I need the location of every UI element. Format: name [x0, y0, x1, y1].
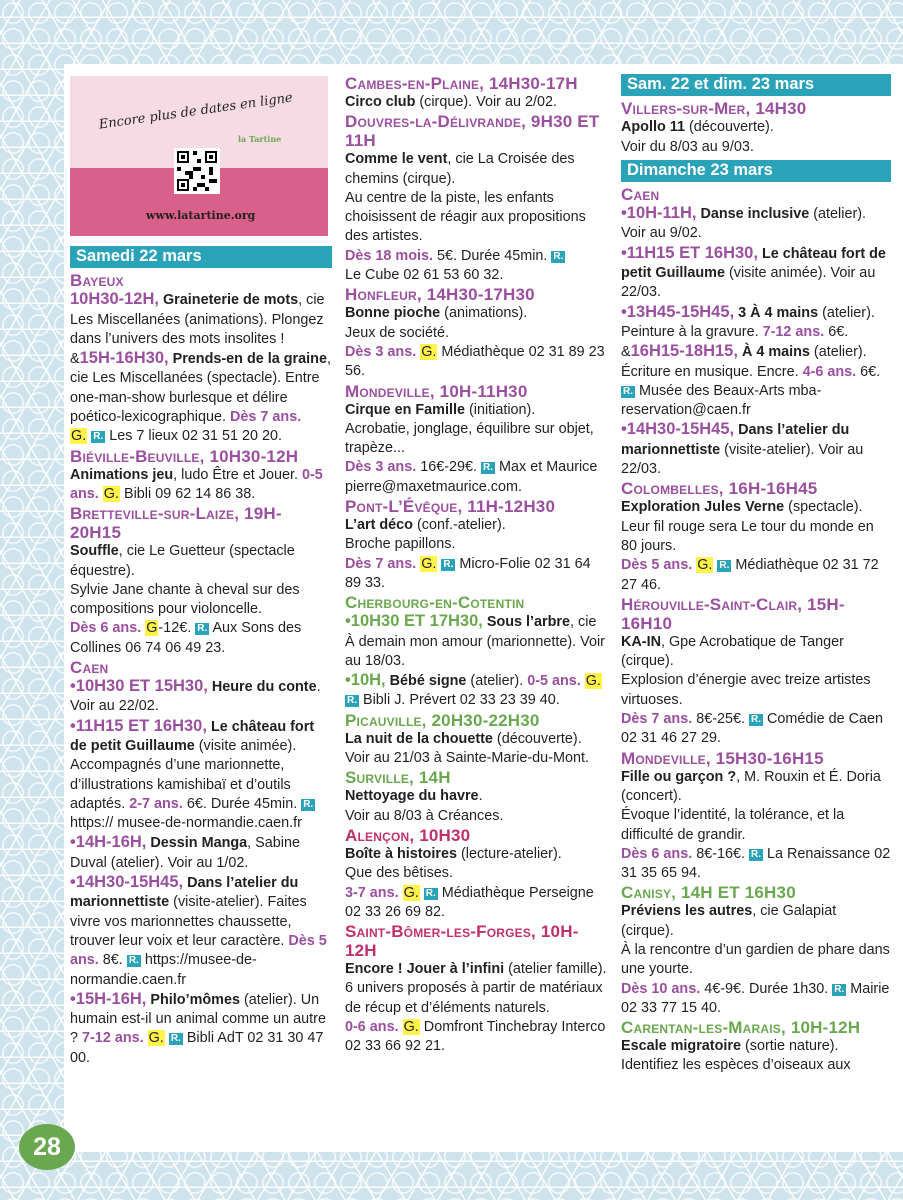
event-desc: Au centre de la piste, les enfants choisissent de réagir aux propositions des artistes. — [345, 189, 586, 245]
event-desc: (atelier). — [466, 673, 524, 690]
reservation-badge: R. — [834, 983, 845, 995]
price: -12€. — [158, 620, 192, 637]
event-title: Fille ou garçon ? — [621, 768, 737, 785]
event — [70, 349, 332, 446]
event — [70, 833, 332, 873]
event-time: •14H30-15H45, — [70, 873, 184, 892]
reservation-badge: R. — [197, 623, 208, 635]
listing-cambes — [345, 74, 607, 112]
event-time: •14H-16H, — [70, 833, 147, 852]
event-title: Cirque en Famille — [345, 401, 465, 418]
qr-code-icon[interactable] — [174, 148, 220, 194]
event — [621, 420, 891, 479]
event — [621, 633, 891, 749]
event-desc: (cirque). Voir au 2/02. — [415, 94, 557, 110]
age-range: Dès 3 ans. — [345, 343, 417, 360]
city-name: Hérouville-Saint-Clair, 15H-16H10 — [621, 594, 845, 633]
listing-caen — [70, 658, 332, 1068]
event-time: 10H30-12H, — [70, 290, 159, 309]
event-desc: (sortie nature). — [740, 1038, 839, 1055]
event-title: Dessin Manga — [150, 835, 248, 852]
age-range: 0-6 ans. — [345, 1018, 399, 1035]
listing-bretteville — [70, 504, 332, 658]
event-desc: (conf.-atelier). — [412, 517, 506, 534]
event-time: •10H30 ET 17H30, — [345, 612, 483, 631]
event-time: •10H, — [345, 671, 386, 690]
reservation-badge: R. — [170, 1033, 181, 1045]
price: 6€. Durée 45min. — [186, 795, 298, 812]
day-header: Samedi 22 mars — [70, 246, 332, 268]
event-desc: (atelier famille). — [504, 961, 607, 978]
reservation-badge: R. — [751, 848, 762, 860]
price: 8€. — [102, 952, 123, 969]
event-time: •14H30-15H45, — [621, 420, 735, 439]
event — [345, 401, 607, 497]
listing-canisy — [621, 883, 891, 1018]
event — [345, 304, 607, 381]
day-header: Dimanche 23 mars — [621, 160, 891, 182]
event-time: •11H15 ET 16H30, — [621, 243, 758, 262]
event-venue: Max et Maurice pierre@maxetmaurice.com. — [345, 459, 598, 495]
event — [621, 1037, 891, 1076]
free-badge: G. — [148, 1030, 164, 1047]
free-badge: G. — [71, 428, 87, 445]
city-name: Colombelles, 16H-16H45 — [621, 479, 818, 499]
promo-tagline: Encore plus de dates en ligne — [97, 90, 294, 133]
event-time: •10H30 ET 15H30, — [70, 677, 208, 696]
age-range: Dès 6 ans. — [621, 845, 693, 862]
event-desc: , cie À demain mon amour (marionnette). Voir au 18/03. — [345, 614, 605, 669]
listing-douvres — [345, 112, 607, 285]
event-desc: Broche papillons. — [345, 536, 456, 553]
age-range: 7-12 ans. — [762, 323, 825, 340]
listing-bayeux — [70, 271, 332, 446]
free-badge: G. — [585, 673, 601, 690]
event-title: KA-IN — [621, 633, 661, 650]
event-venue: Musée des Beaux-Arts mba-reservation@caen.fr — [621, 382, 822, 419]
brand-logo: la Tartine — [238, 134, 282, 144]
event-desc: Acrobatie, jonglage, équilibre sur objet, trapèze... — [345, 420, 594, 457]
event-desc: (atelier). Un humain est-il un animal comme un autre ? — [70, 991, 326, 1047]
event — [345, 150, 607, 285]
city-name: Alençon, 10H30 — [345, 825, 471, 845]
city-name: Pont-L’Évêque, 11H-12H30 — [345, 497, 556, 517]
reservation-badge: R. — [128, 955, 139, 967]
listing-colombelles — [621, 479, 891, 594]
event — [345, 612, 607, 671]
event — [621, 204, 891, 244]
city-name: Picauville, 20H30-22H30 — [345, 710, 540, 730]
reservation-badge: R. — [483, 462, 494, 474]
age-range: Dès 5 ans. — [70, 932, 327, 969]
event-desc: Voir au 8/03 à Créances. — [345, 807, 504, 824]
event-title: Exploration Jules Verne — [621, 499, 785, 516]
free-badge: G — [146, 620, 158, 637]
ampersand: & — [70, 351, 80, 368]
event-title: Boîte à histoires — [345, 845, 457, 862]
event-desc: Leur fil rouge sera Le tour du monde en 80 jours. — [621, 518, 874, 554]
event — [70, 873, 332, 990]
city-name: Caen — [621, 185, 660, 205]
city-name: Douvres-la-Délivrande, 9H30 ET 11H — [345, 112, 600, 151]
event-desc: À la rencontre d’un gardien de phare dans une yourte. — [621, 941, 890, 978]
event-title: Bébé signe — [389, 673, 467, 690]
city-name: Surville, 14H — [345, 768, 451, 788]
reservation-badge: R. — [719, 560, 730, 572]
event — [345, 730, 607, 769]
event-venue: Médiathèque 02 31 89 23 56. — [345, 343, 605, 380]
event-desc: Identifiez les espèces d’oiseaux aux — [621, 1057, 851, 1074]
listing-saintbomer — [345, 922, 607, 1056]
listing-surville — [345, 768, 607, 826]
city-name: Canisy, 14H ET 16H30 — [621, 883, 796, 903]
event-title: Dans l’atelier du marionnettiste — [621, 422, 850, 458]
event-time: •11H15 ET 16H30, — [70, 716, 207, 735]
event-venue: Mairie 02 33 77 15 40. — [621, 980, 890, 1016]
event-time: •15H-16H, — [70, 989, 147, 1008]
event-desc: (spectacle). — [784, 499, 863, 516]
age-range: 4-6 ans. — [802, 363, 857, 380]
reservation-badge: R. — [425, 887, 436, 899]
event — [345, 516, 607, 593]
event — [345, 93, 607, 112]
event-title: Graineterie de mots — [162, 292, 299, 309]
event-desc: , cie Les Miscellanées (spectacle). Entre one-man-show burlesque et délire poético-lexicographique. — [70, 351, 331, 426]
city-name: Mondeville, 10H-11H30 — [345, 381, 528, 401]
event-link[interactable]: https:// musee-de-normandie.caen.fr — [70, 815, 302, 832]
event-title: Dans l’atelier du marionnettiste — [70, 875, 299, 911]
event — [70, 290, 332, 349]
event — [345, 671, 607, 711]
age-range: 0-5 ans. — [527, 673, 581, 690]
event-venue: Comédie de Caen 02 31 46 27 29. — [621, 711, 884, 747]
age-range: 3-7 ans. — [345, 884, 399, 901]
event-desc: Plongez dans l’univers des mots insolites ! — [70, 311, 324, 347]
city-name: Honfleur, 14H30-17H30 — [345, 285, 535, 305]
event-venue: Médiathèque 02 31 72 27 46. — [621, 557, 879, 593]
listing-picauville — [345, 711, 607, 769]
city-name: Cherbourg-en-Cotentin — [345, 593, 525, 613]
price: 8€-16€. — [696, 845, 746, 862]
age-range: Dès 3 ans. — [345, 459, 417, 476]
event-title: Heure du conte — [211, 679, 317, 696]
event-title: Préviens les autres — [621, 903, 753, 920]
event-venue: Domfront Tinchebray Interco 02 33 66 92 21. — [345, 1018, 606, 1055]
event-link[interactable]: https://musee-de-normandie.caen.fr — [70, 952, 257, 988]
event-venue: Bibli AdT 02 31 30 47 00. — [70, 1030, 324, 1066]
event-title: Nettoyage du havre — [345, 788, 479, 805]
event-desc: , cie Le Guetteur (spectacle équestre). — [70, 543, 295, 579]
event-time: •10H-11H, — [621, 204, 697, 223]
event-title: À 4 mains — [741, 344, 810, 361]
promo-url[interactable]: www.latartine.org — [146, 209, 256, 222]
age-range: Dès 18 mois. — [345, 247, 433, 264]
event — [70, 542, 332, 658]
column-2 — [345, 74, 607, 1057]
free-badge: G. — [421, 343, 437, 360]
city-name: Mondeville, 15H30-16H15 — [621, 748, 824, 768]
event-desc: , Sabine Duval (atelier). Voir au 1/02. — [70, 835, 300, 871]
event-title: Le château fort de petit Guillaume — [621, 245, 886, 282]
event-desc: (animations). — [440, 305, 528, 322]
event-desc: (découverte). — [684, 119, 774, 136]
event-title: Le château fort de petit Guillaume — [70, 718, 315, 754]
listing-alencon — [345, 826, 607, 922]
day-header: Sam. 22 et dim. 23 mars — [621, 74, 891, 96]
age-range: Dès 7 ans. — [621, 711, 693, 728]
event-title: Encore ! Jouer à l’infini — [345, 961, 505, 978]
event-title: Souffle — [70, 543, 119, 560]
city-name: Villers-sur-Mer, 14H30 — [621, 99, 807, 119]
event-title: Bonne pioche — [345, 305, 441, 322]
event-desc: , cie La Croisée des chemins (cirque). — [345, 151, 575, 187]
event-title: Apollo 11 — [621, 119, 685, 136]
event-desc: (visite animée). Voir au 22/03. — [621, 265, 876, 301]
column-3 — [621, 74, 891, 1076]
city-name: Biéville-Beuville, 10H30-12H — [70, 446, 299, 466]
free-badge: G. — [697, 557, 713, 574]
event-desc: (atelier). Voir au 9/02. — [621, 206, 867, 242]
event-title: Animations jeu — [70, 466, 174, 483]
event-desc: Que des bêtises. — [345, 865, 453, 882]
event-title: Sous l’arbre — [486, 614, 571, 631]
event-time: 16H15-18H15, — [630, 342, 738, 361]
free-badge: G. — [403, 1018, 419, 1035]
price: 6€. — [828, 323, 849, 340]
event — [70, 466, 332, 505]
reservation-badge: R. — [751, 714, 762, 726]
city-name: Cambes-en-Plaine, 14H30-17H — [345, 74, 578, 93]
event-title: Comme le vent — [345, 151, 448, 168]
event-desc: . — [478, 788, 483, 805]
event-desc: , cie Les Miscellanées (animations). — [70, 292, 325, 328]
event — [621, 498, 891, 594]
event-desc: Explosion d’énergie avec treize artistes virtuoses. — [621, 672, 871, 708]
price: 5€. Durée 45min. — [437, 247, 548, 264]
event-desc: Voir du 8/03 au 9/03. — [621, 138, 754, 155]
listing-cherbourg — [345, 593, 607, 710]
event-venue: Aux Sons des Collines 06 74 06 49 23. — [70, 620, 302, 656]
listing-villers — [621, 99, 891, 157]
promo-banner — [70, 76, 328, 236]
event — [621, 303, 891, 343]
event-desc: (atelier). Écriture en musique. Encre. — [621, 344, 867, 380]
event — [621, 902, 891, 1018]
reservation-badge: R. — [623, 385, 633, 397]
event-desc: (lecture-atelier). — [456, 845, 562, 862]
event-title: Philo’mômes — [150, 991, 240, 1008]
event-title: La nuit de la chouette — [345, 730, 493, 747]
event — [70, 990, 332, 1068]
event-desc: , Gpe Acrobatique de Tanger (cirque). — [621, 633, 844, 670]
listing-caen — [621, 185, 891, 479]
event — [621, 768, 891, 884]
event-desc: Voir au 21/03 à Sainte-Marie-du-Mont. — [345, 750, 589, 767]
free-badge: G. — [103, 485, 119, 502]
event-title: Prends-en de la graine — [172, 351, 327, 368]
reservation-badge: R. — [443, 558, 454, 570]
price: 8€-25€. — [696, 711, 746, 728]
event-desc: (visite-atelier). Faites vivre vos marionnettes chaussette, trouver leur voix et leur caractère. — [70, 894, 307, 949]
listing-mondeville — [345, 382, 607, 497]
event-time: •13H45-15H45, — [621, 302, 735, 321]
event — [621, 244, 891, 303]
age-range: 0-5 ans. — [70, 466, 323, 502]
event — [70, 677, 332, 717]
free-badge: G. — [421, 555, 437, 572]
city-name: Caen — [70, 658, 109, 678]
event-desc: (visite animée). Accompagnés d’une marionnette, d’illustrations kamishibaï et d’outils adaptés. — [70, 737, 297, 812]
price: 6€. — [860, 363, 881, 380]
age-range: Dès 6 ans. — [70, 620, 142, 637]
age-range: Dès 7 ans. — [345, 555, 417, 572]
listing-pontleveque — [345, 497, 607, 593]
listing-mondeville — [621, 749, 891, 884]
age-range: 7-12 ans. — [82, 1030, 144, 1047]
listing-carentan — [621, 1018, 891, 1076]
event — [345, 960, 607, 1056]
event-desc: . Voir au 22/02. — [70, 679, 321, 715]
reservation-badge: R. — [303, 798, 314, 810]
event — [345, 787, 607, 826]
city-name: Carentan-les-Marais, 10H-12H — [621, 1018, 861, 1038]
event-desc: , M. Rouxin et É. Doria (concert). — [621, 768, 881, 804]
event-time: 15H-16H30, — [79, 349, 169, 368]
column-1 — [70, 243, 332, 1068]
event-desc: (visite-atelier). Voir au 22/03. — [621, 441, 864, 478]
reservation-badge: R. — [347, 695, 357, 707]
event-title: Circo club — [345, 94, 416, 110]
reservation-badge: R. — [553, 250, 564, 262]
event-desc: Évoque l’identité, la tolérance, et la difficulté de grandir. — [621, 807, 845, 843]
event-venue: Micro-Folie 02 31 64 89 33. — [345, 555, 591, 591]
event-venue: Bibli J. Prévert 02 33 23 39 40. — [363, 692, 560, 709]
event-desc: 6 univers proposés à partir de matériaux de récup et d’éléments naturels. — [345, 980, 603, 1016]
event-title: Escale migratoire — [621, 1038, 741, 1055]
event — [70, 717, 332, 834]
ampersand: & — [621, 344, 631, 361]
city-name: Bretteville-sur-Laize, 19H-20H15 — [70, 504, 282, 543]
event-desc: (initiation). — [464, 401, 536, 418]
event-desc: , ludo Être et Jouer. — [173, 466, 298, 483]
city-name: Bayeux — [70, 271, 124, 291]
reservation-badge: R. — [93, 431, 104, 443]
event-desc: , cie Galapiat (cirque). — [621, 903, 837, 939]
event-title: 3 À 4 mains — [738, 304, 819, 321]
event — [621, 118, 891, 157]
listing-honfleur — [345, 285, 607, 381]
age-range: 2-7 ans. — [129, 795, 183, 812]
age-range: Dès 10 ans. — [621, 980, 701, 997]
event-title: Danse inclusive — [700, 206, 810, 223]
event — [345, 845, 607, 922]
event-venue: Bibli 09 62 14 86 38. — [124, 485, 256, 502]
price: 16€-29€. — [420, 459, 478, 476]
listing-herouville — [621, 595, 891, 749]
event-title: L’art déco — [345, 517, 413, 534]
event-venue: Médiathèque Perseigne 02 33 26 69 82. — [345, 884, 594, 920]
event-desc: Sylvie Jane chante à cheval sur des compositions pour violoncelle. — [70, 581, 300, 618]
age-range: Dès 5 ans. — [621, 557, 693, 574]
event-desc: (découverte). — [492, 730, 582, 747]
event — [621, 342, 891, 420]
event-desc: (atelier). Peinture à la gravure. — [621, 304, 875, 340]
listing-bieville — [70, 447, 332, 505]
city-name: Saint-Bômer-les-Forges, 10H-12H — [345, 922, 579, 961]
price: 4€-9€. Durée 1h30. — [704, 980, 829, 997]
event-venue: La Renaissance 02 31 35 65 94. — [621, 845, 891, 882]
event-venue: Le Cube 02 61 53 60 32. — [345, 267, 504, 284]
page-number: 28 — [19, 1124, 75, 1170]
event-venue: Les 7 lieux 02 31 51 20 20. — [109, 428, 283, 445]
event-desc: Jeux de société. — [345, 324, 449, 341]
age-range: Dès 7 ans. — [230, 409, 302, 426]
free-badge: G. — [403, 884, 419, 901]
